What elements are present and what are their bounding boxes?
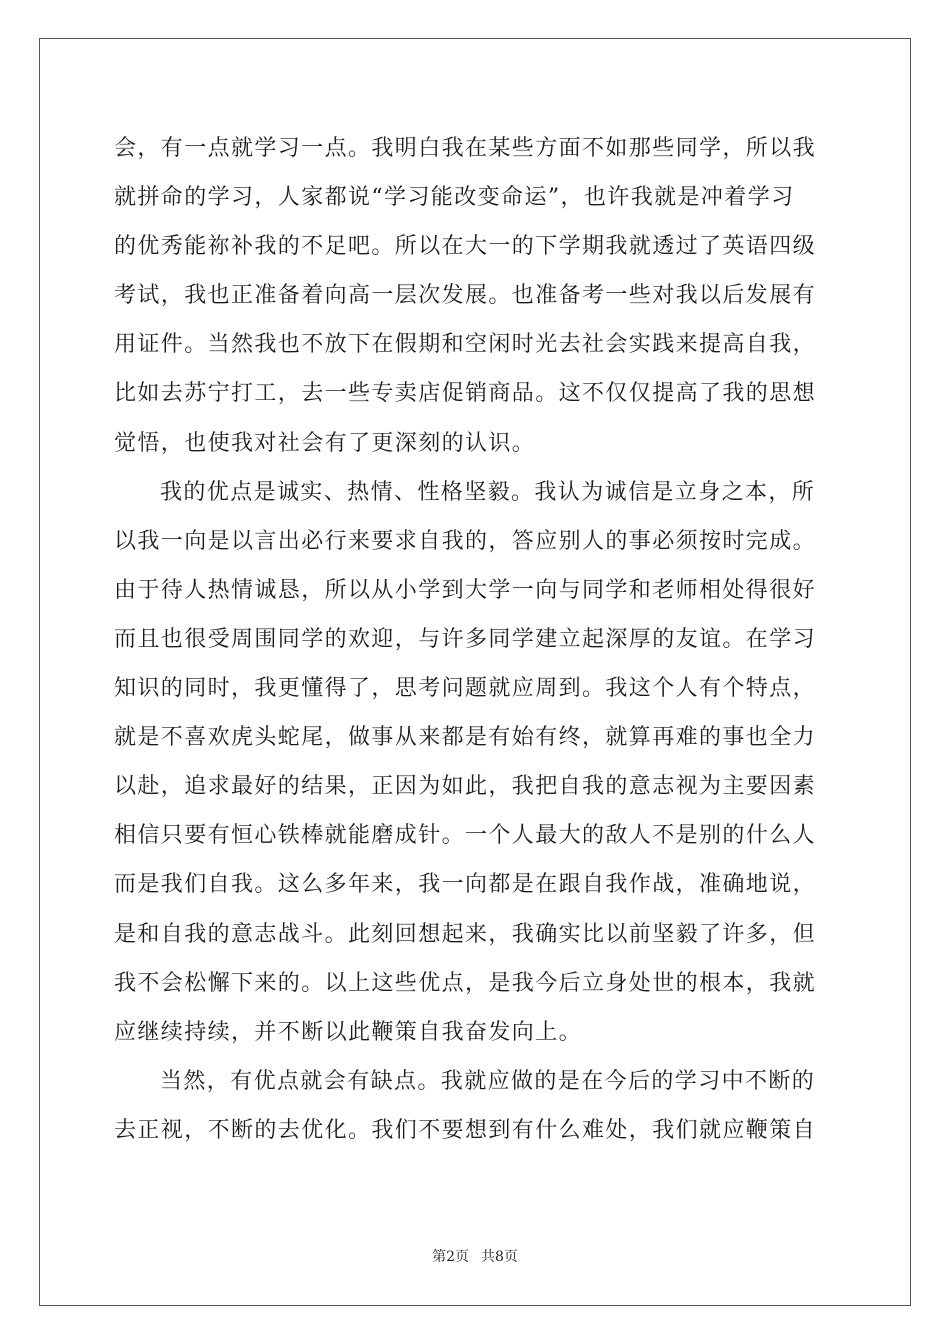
text-line: 考试，我也正准备着向高一层次发展。也准备考一些对我以后发展有 bbox=[114, 283, 817, 309]
text-line: 相信只要有恒心铁棒就能磨成针。一个人最大的敌人不是别的什么人 bbox=[114, 823, 817, 849]
text-line: 觉悟，也使我对社会有了更深刻的认识。 bbox=[114, 430, 536, 456]
text-line: 是和自我的意志战斗。此刻回想起来，我确实比以前坚毅了许多，但 bbox=[114, 921, 817, 947]
page-total: 共8页 bbox=[481, 1249, 518, 1265]
text-line: 比如去苏宁打工，去一些专卖店促销商品。这不仅仅提高了我的思想 bbox=[114, 381, 817, 407]
text-line: 以我一向是以言出必行来要求自我的，答应别人的事必须按时完成。 bbox=[114, 528, 817, 554]
page-number: 第2页 bbox=[432, 1249, 469, 1265]
text-line: 应继续持续，并不断以此鞭策自我奋发向上。 bbox=[114, 1019, 583, 1045]
text-line: 就是不喜欢虎头蛇尾，做事从来都是有始有终，就算再难的事也全力 bbox=[114, 725, 817, 751]
text-line: 我不会松懈下来的。以上这些优点，是我今后立身处世的根本，我就 bbox=[114, 970, 817, 996]
page-footer bbox=[0, 1246, 950, 1266]
text-line: 以赴，追求最好的结果，正因为如此，我把自我的意志视为主要因素 bbox=[114, 774, 817, 800]
paragraph-first-line: 当然，有优点就会有缺点。我就应做的是在今后的学习中不断的 bbox=[160, 1068, 816, 1094]
text-line: 就拼命的学习，人家都说“学习能改变命运”，也许我就是冲着学习 bbox=[114, 185, 795, 211]
text-line: 会，有一点就学习一点。我明白我在某些方面不如那些同学，所以我 bbox=[114, 136, 817, 161]
text-line: 用证件。当然我也不放下在假期和空闲时光去社会实践来提高自我， bbox=[114, 332, 817, 358]
paragraph-first-line: 我的优点是诚实、热情、性格坚毅。我认为诚信是立身之本，所 bbox=[160, 479, 816, 505]
text-line: 知识的同时，我更懂得了，思考问题就应周到。我这个人有个特点， bbox=[114, 676, 817, 702]
text-line: 的优秀能祢补我的不足吧。所以在大一的下学期我就透过了英语四级 bbox=[114, 234, 817, 260]
text-line: 而是我们自我。这么多年来，我一向都是在跟自我作战，准确地说， bbox=[114, 872, 817, 898]
document-body bbox=[114, 124, 836, 1155]
text-line: 而且也很受周围同学的欢迎，与许多同学建立起深厚的友谊。在学习 bbox=[114, 626, 817, 652]
text-line: 由于待人热情诚恳，所以从小学到大学一向与同学和老师相处得很好 bbox=[114, 577, 817, 603]
text-line: 去正视，不断的去优化。我们不要想到有什么难处，我们就应鞭策自 bbox=[114, 1117, 817, 1143]
